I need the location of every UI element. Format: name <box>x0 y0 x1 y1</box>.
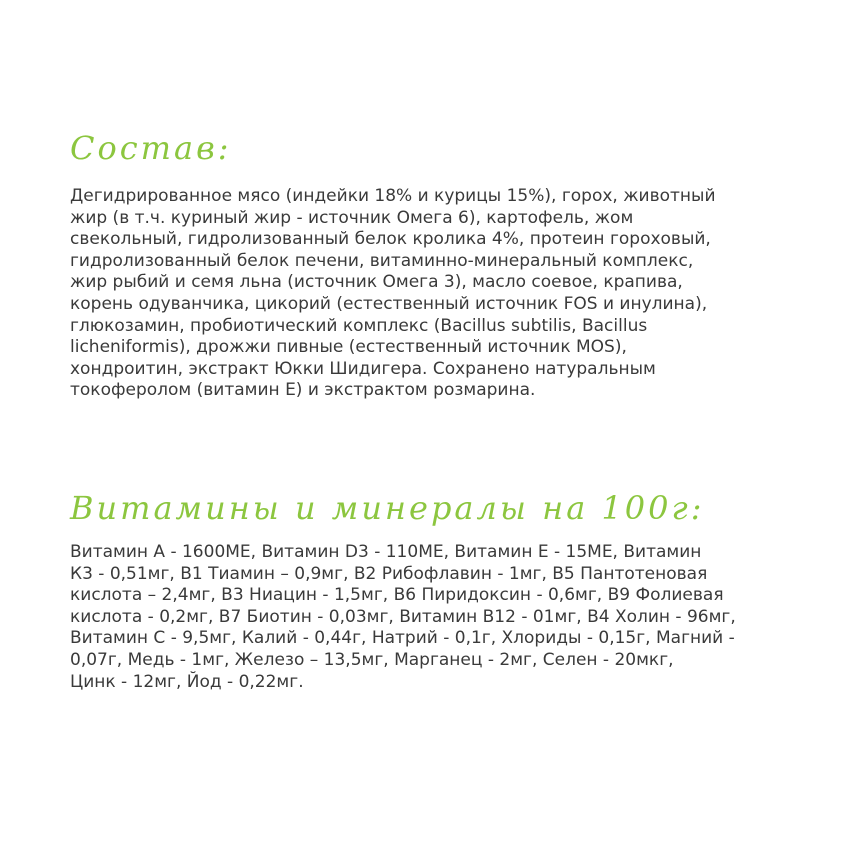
vitamins-heading: Витамины и минералы на 100г: <box>70 489 705 527</box>
composition-line: жир рыбий и семя льна (источник Омега 3), масло соевое, крапива, <box>70 272 683 293</box>
composition-line: корень одуванчика, цикорий (естественный источник FOS и инулина), <box>70 293 708 314</box>
composition-line: жир (в т.ч. куриный жир - источник Омега 6), картофель, жом <box>70 207 634 228</box>
vitamins-section <box>70 488 800 693</box>
composition-line: licheniformis), дрожжи пивные (естественный источник MOS), <box>70 337 627 358</box>
vitamins-line: 0,07г, Медь - 1мг, Железо – 13,5мг, Марганец - 2мг, Селен - 20мкг, <box>70 649 674 670</box>
vitamins-line: кислота - 0,2мг, B7 Биотин - 0,03мг, Витамин B12 - 01мг, B4 Холин - 96мг, <box>70 606 736 627</box>
composition-line: гидролизованный белок печени, витаминно-минеральный комплекс, <box>70 250 694 271</box>
composition-line: Дегидрированное мясо (индейки 18% и курицы 15%), горох, животный <box>70 186 716 206</box>
composition-section <box>70 128 800 402</box>
composition-heading: Состав: <box>70 129 232 167</box>
vitamins-line: Цинк - 12мг, Йод - 0,22мг. <box>70 671 304 692</box>
composition-line: хондроитин, экстракт Юкки Шидигера. Сохранено натуральным <box>70 358 656 379</box>
vitamins-line: К3 - 0,51мг, B1 Тиамин – 0,9мг, B2 Рибофлавин - 1мг, B5 Пантотеновая <box>70 563 708 584</box>
composition-text <box>70 186 800 402</box>
composition-line: токоферолом (витамин Е) и экстрактом розмарина. <box>70 380 536 401</box>
composition-line: глюкозамин, пробиотический комплекс (Bacillus subtilis, Bacillus <box>70 315 648 336</box>
vitamins-line: Витамин A - 1600МЕ, Витамин D3 - 110МЕ, Витамин Е - 15МЕ, Витамин <box>70 542 702 562</box>
vitamins-line: кислота – 2,4мг, B3 Ниацин - 1,5мг, B6 Пиридоксин - 0,6мг, B9 Фолиевая <box>70 585 724 606</box>
vitamins-text <box>70 542 800 693</box>
vitamins-line: Витамин С - 9,5мг, Калий - 0,44г, Натрий - 0,1г, Хлориды - 0,15г, Магний - <box>70 628 735 649</box>
composition-line: свекольный, гидролизованный белок кролика 4%, протеин гороховый, <box>70 229 711 250</box>
